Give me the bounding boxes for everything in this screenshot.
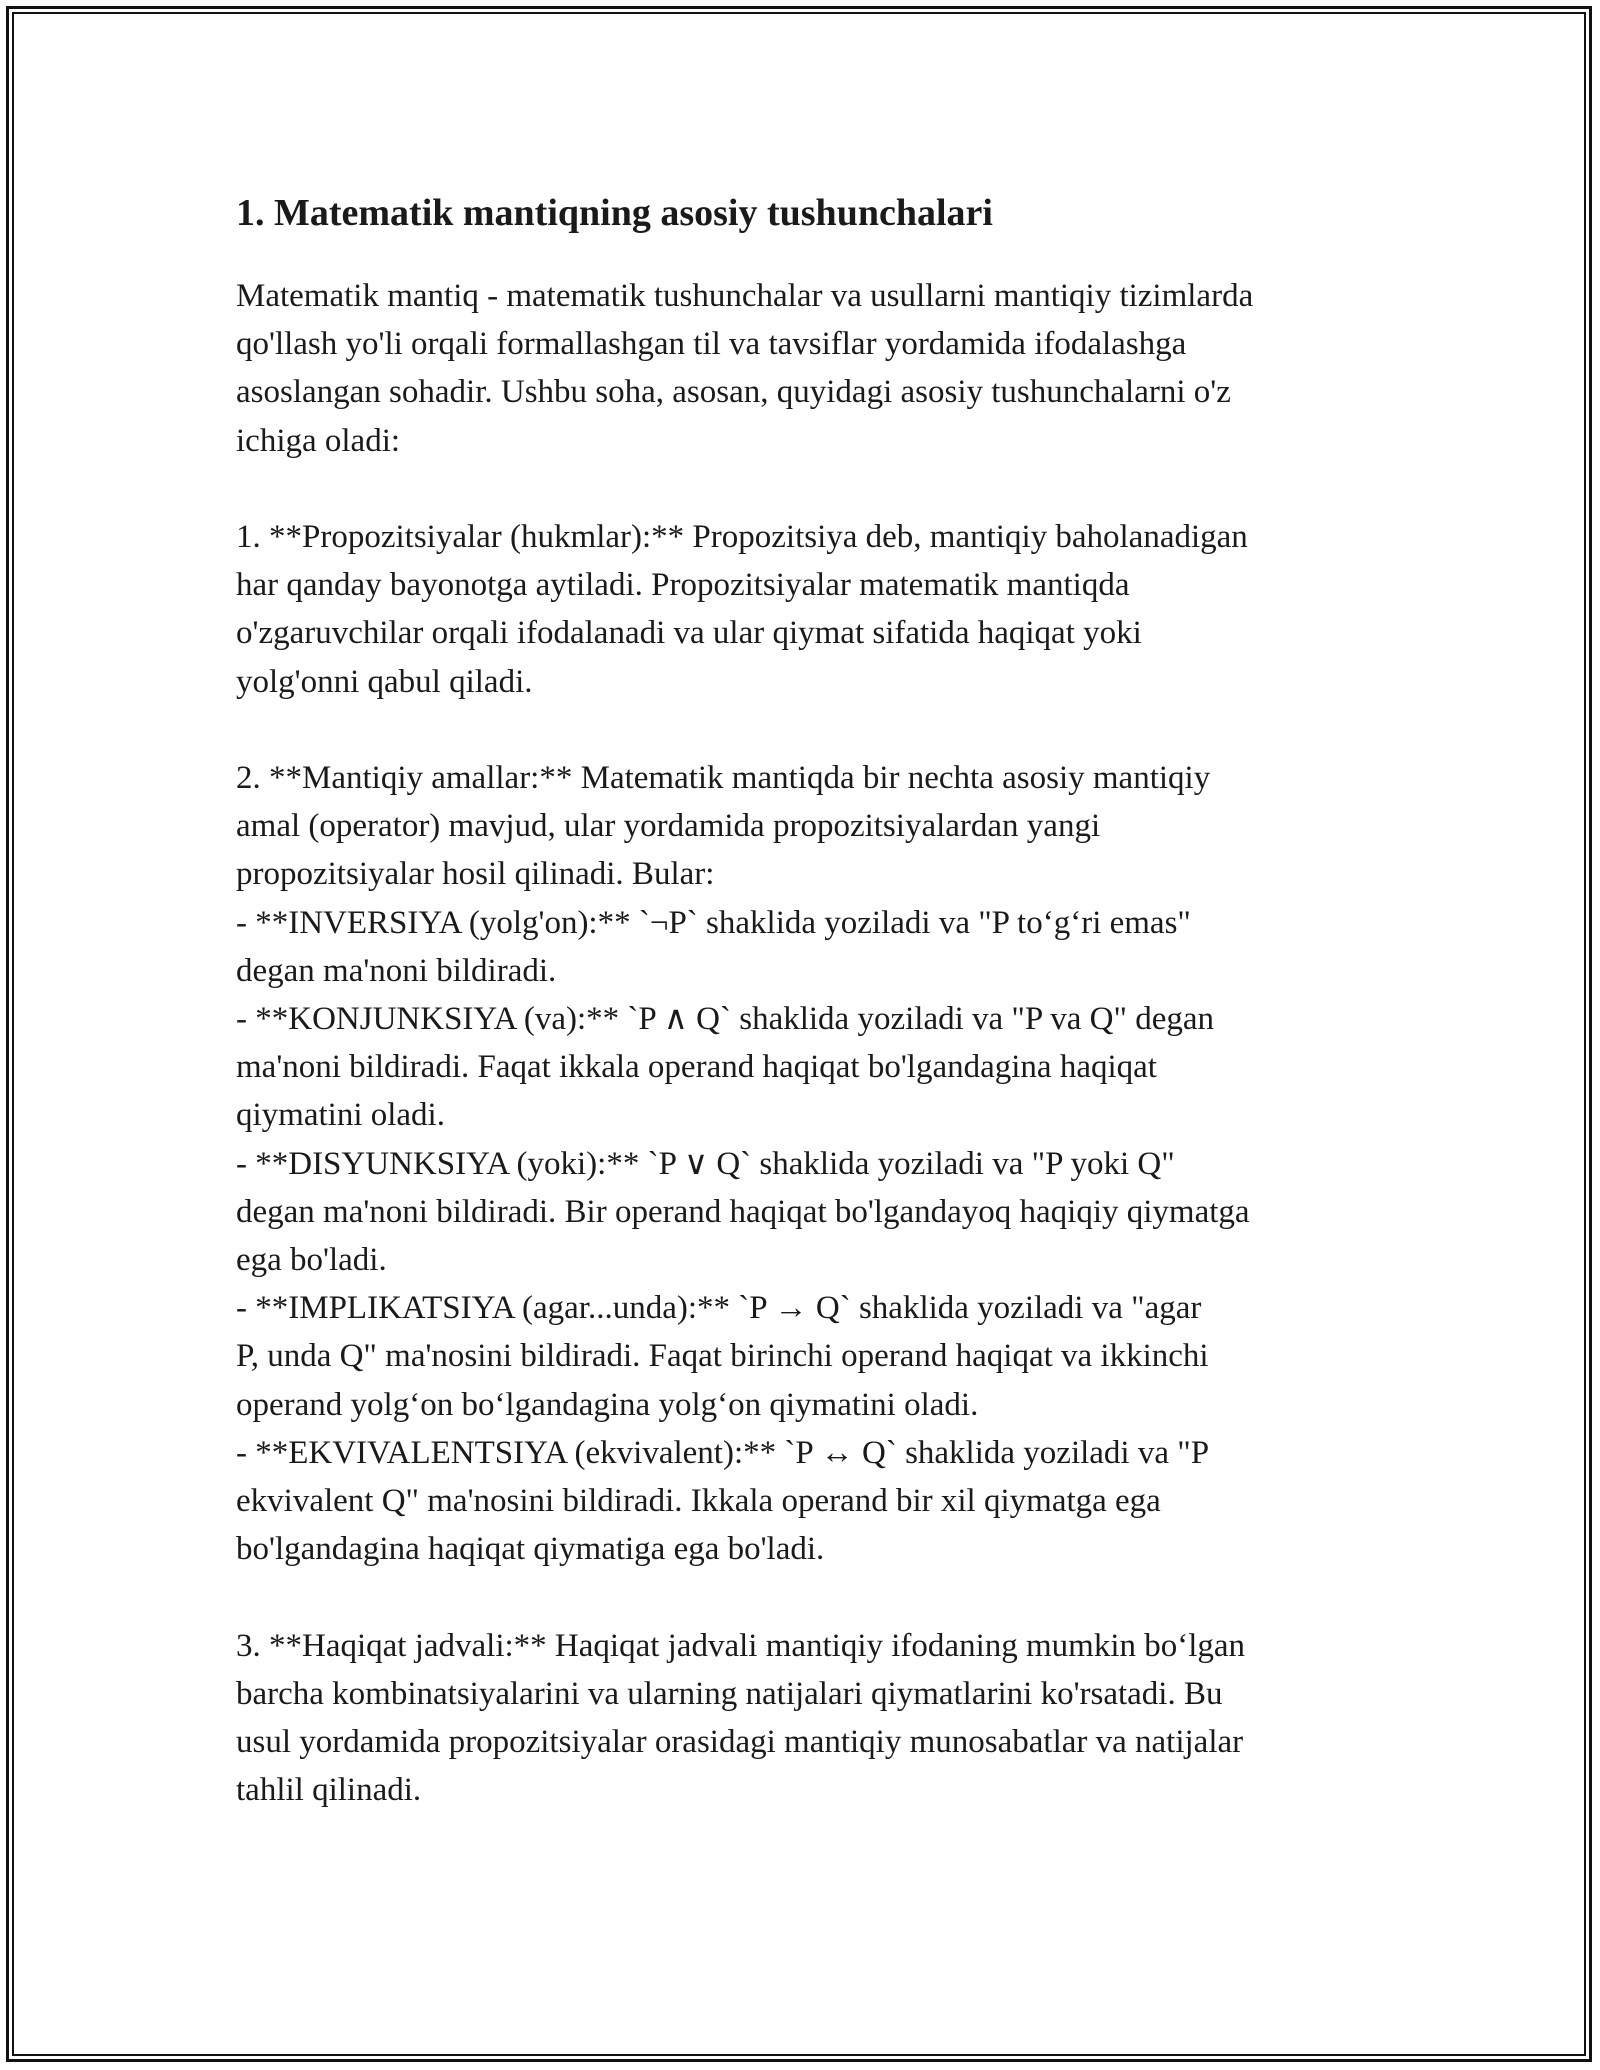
operator-ekvivalentsiya: - **EKVIVALENTSIYA (ekvivalent):** `P ↔ Q` shaklida yoziladi va "P ekvivalent Q" ma'nosini bildiradi. Ikkala operand bir xil qiymatga ega bo'lgandagina haqiqat qiymatiga ega bo'ladi. — [236, 1434, 1210, 1568]
operator-inversiya: - **INVERSIYA (yolg'on):** `¬P` shaklida yoziladi va "P to‘g‘ri emas" degan ma'noni bildiradi. — [236, 904, 1191, 989]
paragraph-gap — [236, 465, 1376, 513]
operator-implikatsiya: - **IMPLIKATSIYA (agar...unda):** `P → Q` shaklida yoziladi va "agar P, unda Q" ma'nosini bildiradi. Faqat birinchi operand haqiqat va ikkinchi operand yolg‘on bo‘lgandagina yolg‘on qiymatini oladi. — [236, 1290, 1209, 1423]
paragraph-gap — [236, 706, 1376, 754]
operator-konjunksiya: - **KONJUNKSIYA (va):** `P ∧ Q` shaklida yoziladi va "P va Q" degan ma'noni bildiradi. Faqat ikkala operand haqiqat bo'lgandagina haqiqat qiymatini oladi. — [236, 1001, 1214, 1134]
operator-disyunksiya: - **DISYUNKSIYA (yoki):** `P ∨ Q` shaklida yoziladi va "P yoki Q" degan ma'noni bildiradi. Bir operand haqiqat bo'lgandayoq haqiqiy qiymatga ega bo'ladi. — [236, 1145, 1250, 1279]
document-body — [236, 186, 1376, 1814]
item-haqiqat-jadvali: 3. **Haqiqat jadvali:** Haqiqat jadvali mantiqiy ifodaning mumkin bo‘lgan barcha kombinatsiyalarini va ularning natijalari qiymatlarini ko'rsatadi. Bu usul yordamida propozitsiyalar orasidagi mantiqiy munosabatlar va natijalar tahlil qilinadi. — [236, 1627, 1246, 1809]
item-propozitsiyalar: 1. **Propozitsiyalar (hukmlar):** Propozitsiya deb, mantiqiy baholanadigan har qanday bayonotga aytiladi. Propozitsiyalar matematik mantiqda o'zgaruvchilar orqali ifodalanadi va ular qiymat sifatida haqiqat yoki yolg'onni qabul qiladi. — [236, 519, 1248, 700]
item-mantiqiy-amallar: 2. **Mantiqiy amallar:** Matematik mantiqda bir nechta asosiy mantiqiy amal (operator) mavjud, ular yordamida propozitsiyalardan yangi propozitsiyalar hosil qilinadi. Bular: — [236, 760, 1211, 893]
intro-paragraph: Matematik mantiq - matematik tushunchalar va usullarni mantiqiy tizimlarda qo'llash yo'li orqali formallashgan til va tavsiflar yordamida ifodalashga asoslangan sohadir. Ushbu soha, asosan, quyidagi asosiy tushunchalarni o'z ichiga oladi: — [236, 278, 1254, 459]
paragraph-gap — [236, 1573, 1376, 1621]
section-title: 1. Matematik mantiqning asosiy tushunchalari — [236, 192, 993, 234]
